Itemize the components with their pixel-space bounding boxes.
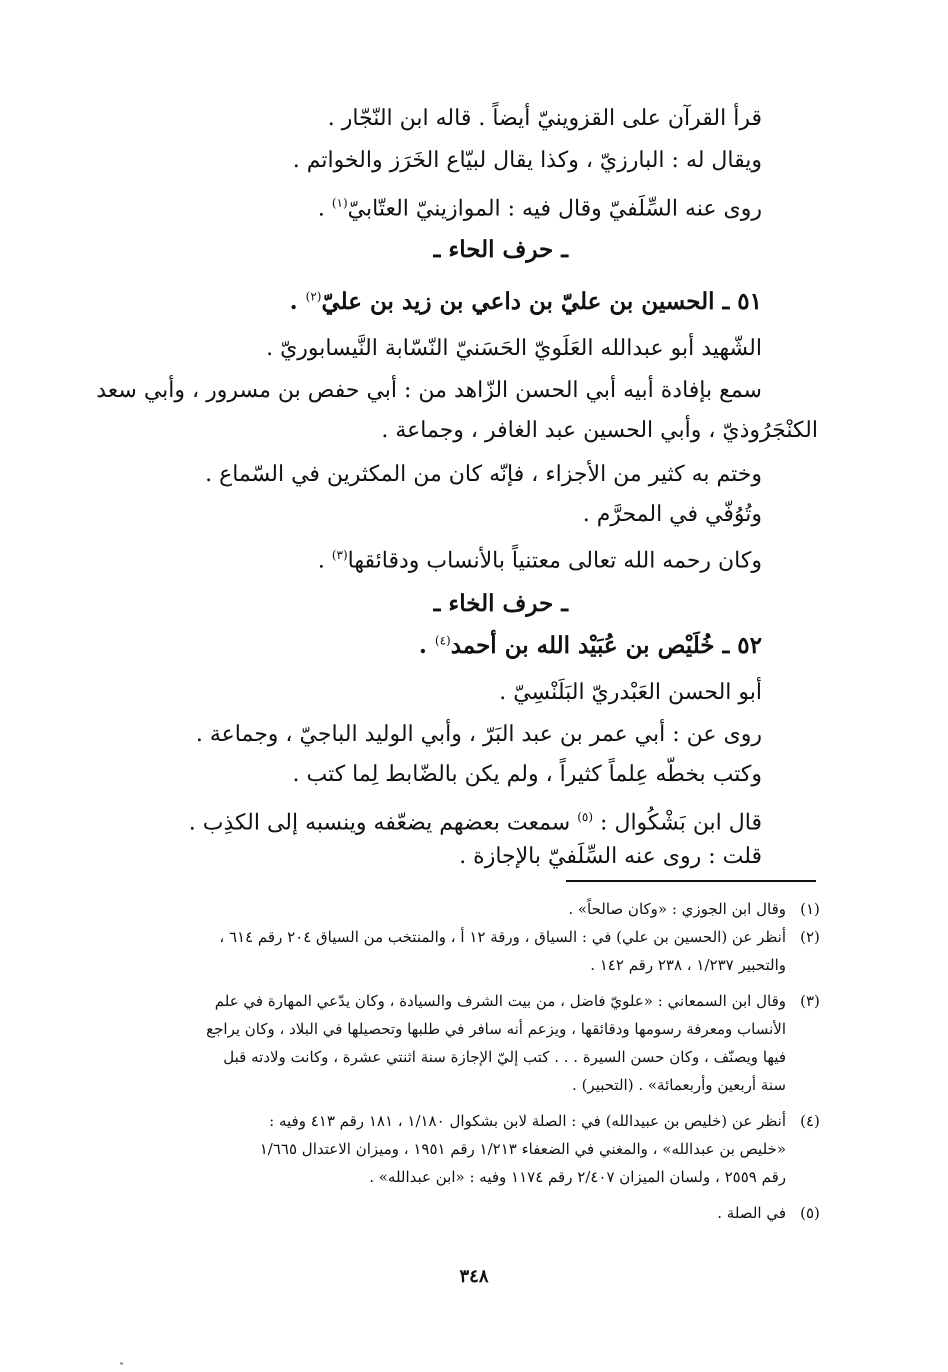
- entry-52-line-1: أبو الحسن العَبْدريّ البَلَنْسِيّ .: [499, 680, 762, 705]
- entry-52-line-5: قلت : روى عنه السِّلَفيّ بالإجازة .: [459, 844, 762, 869]
- entry-51-line-3: الكنْجَرُوذيّ ، وأبي الحسين عبد الغافر ، وجماعة .: [381, 418, 818, 443]
- entry-52-title: [419, 632, 762, 659]
- footnote-2-number: (٢): [800, 928, 820, 946]
- entry-51-line-4: وختم به كثير من الأجزاء ، فإنّه كان من المكثرين في السّماع .: [205, 462, 762, 487]
- footnote-4-line-3: رقم ٢٥٥٩ ، ولسان الميزان ٢/٤٠٧ رقم ١١٧٤ وفيه : «ابن عبدالله» .: [369, 1168, 786, 1186]
- footnote-ref-3: (٣): [331, 548, 348, 562]
- footnote-1-number: (١): [800, 900, 820, 918]
- entry-52-line-4-lead: قال ابن بَشْكُوال :: [593, 810, 762, 836]
- footnote-3-number: (٣): [800, 992, 820, 1010]
- footnote-ref-2: (٢): [305, 289, 322, 304]
- footnote-3-line-4: سنة أربعين وأربعمائة» . (التحبير) .: [572, 1076, 786, 1094]
- entry-52-line-2: روى عن : أبي عمر بن عبد البَرّ ، وأبي الوليد الباجيّ ، وجماعة .: [195, 722, 762, 747]
- entry-52-line-3: وكتب بخطّه عِلماً كثيراً ، ولم يكن بالضّابط لِما كتب .: [292, 762, 762, 787]
- entry-52-title-end: .: [418, 632, 435, 659]
- footnote-1-line-1: وقال ابن الجوزي : «وكان صالحاً» .: [568, 900, 786, 918]
- entry-51-title: [290, 288, 762, 315]
- footnote-ref-1: (١): [331, 196, 348, 210]
- footnote-3-line-1: وقال ابن السمعاني : «علويّ فاضل ، من بيت الشرف والسيادة ، وكان يدّعي المهارة في علم: [214, 992, 786, 1010]
- footnote-separator: [566, 880, 816, 882]
- entry-51-line-2: سمع بإفادة أبيه أبي الحسن الزّاهد من : أبي حفص بن مسرور ، وأبي سعد: [96, 378, 762, 403]
- body-line-3-text: روى عنه السِّلَفيّ وقال فيه : الموازينيّ العتّابيّ: [347, 196, 762, 222]
- scan-speck: [120, 1362, 123, 1365]
- body-line-1: قرأ القرآن على القزوينيّ أيضاً . قاله ابن النّجّار .: [327, 106, 762, 131]
- entry-51-line-6: [318, 538, 762, 578]
- page-number: ٣٤٨: [459, 1266, 489, 1287]
- entry-51-line-6-end: .: [317, 548, 332, 574]
- entry-52-title-text: ٥٢ ـ خُلَيْص بن عُبَيْد الله بن أحمد: [450, 632, 762, 659]
- entry-51-line-6-text: وكان رحمه الله تعالى معتنياً بالأنساب ودقائقها: [347, 548, 762, 574]
- section-heading-kha: ـ حرف الخاء ـ: [433, 590, 568, 617]
- entry-52-line-4-rest: سمعت بعضهم يضعّفه وينسبه إلى الكذِب .: [188, 810, 578, 836]
- footnote-5-number: (٥): [800, 1204, 820, 1222]
- footnote-ref-4: (٤): [434, 633, 451, 648]
- entry-51-title-text: ٥١ ـ الحسين بن عليّ بن داعي بن زيد بن عليّ: [321, 288, 762, 315]
- footnote-ref-5: (٥): [577, 810, 594, 824]
- footnote-5-line-1: في الصلة .: [717, 1204, 786, 1222]
- entry-51-line-1: الشّهيد أبو عبدالله العَلَويّ الحَسَنيّ النّسّابة النَّيسابوريّ .: [266, 336, 762, 361]
- footnote-4-number: (٤): [800, 1112, 820, 1130]
- section-heading-ha: ـ حرف الحاء ـ: [433, 236, 568, 263]
- footnote-3-line-3: فيها ويصنّف ، وكان حسن السيرة . . . كتب إليّ الإجازة سنة اثنتي عشرة ، وكانت ولادته قبل: [223, 1048, 786, 1066]
- body-line-3: [318, 186, 762, 226]
- footnote-2-line-2: والتحبير ١/٢٣٧ ، ٢٣٨ رقم ١٤٢ .: [590, 956, 786, 974]
- footnote-2-line-1: أنظر عن (الحسين بن علي) في : السياق ، ورقة ١٢ أ ، والمنتخب من السياق ٢٠٤ رقم ٦١٤ ،: [219, 928, 786, 946]
- entry-51-line-5: وتُوُفّي في المحرَّم .: [582, 502, 762, 527]
- footnote-4-line-2: «خليص بن عبدالله» ، والمغني في الضعفاء ١/٢١٣ رقم ١٩٥١ ، وميزان الاعتدال ١/٦٦٥: [259, 1140, 786, 1158]
- entry-51-title-end: .: [289, 288, 306, 315]
- body-line-2: ويقال له : البارزيّ ، وكذا يقال لبيّاع الخَرَز والخواتم .: [292, 148, 762, 173]
- entry-52-line-4: [189, 800, 762, 840]
- footnote-4-line-1: أنظر عن (خليص بن عبيدالله) في : الصلة لابن بشكوال ١/١٨٠ ، ١٨١ رقم ٤١٣ وفيه :: [269, 1112, 786, 1130]
- footnote-3-line-2: الأنساب ومعرفة رسومها ودقائقها ، ويزعم أنه سافر في طلبها وتحصيلها في البلاد ، وكان يراجع: [206, 1020, 786, 1038]
- body-line-3-end: .: [317, 196, 332, 222]
